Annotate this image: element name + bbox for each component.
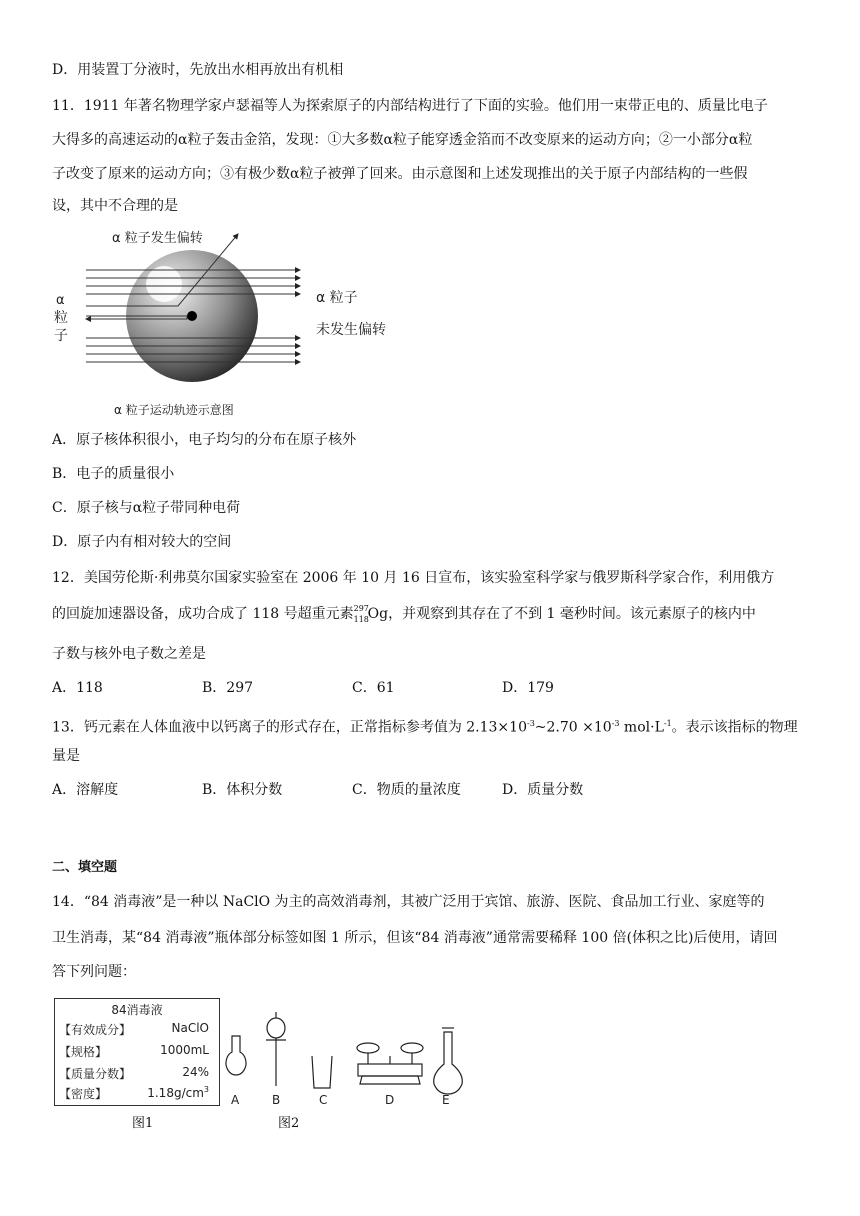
q14-stem-line2: 卫生消毒，某“84 消毒液”瓶体部分标签如图 1 所示，但该“84 消毒液”通常需要稀释 100 倍(体积之比)后使用，请回 — [52, 930, 778, 946]
q13-option-d: D．质量分数 — [502, 782, 584, 798]
q12-stem-line1: 12．美国劳伦斯·利弗莫尔国家实验室在 2006 年 10 月 16 日宣布，该实验室科学家与俄罗斯科学家合作，利用俄方 — [52, 570, 775, 586]
label-alpha-right: α 粒子 — [316, 290, 358, 306]
label-alpha-left-1: α — [56, 293, 65, 308]
label-no-deflect: 未发生偏转 — [316, 322, 386, 338]
apparatus-label: C — [319, 1093, 328, 1107]
q12-option-c: C．61 — [352, 680, 395, 696]
q14-stem-line1: 14．“84 消毒液”是一种以 NaClO 为主的高效消毒剂，其被广泛用于宾馆、旅游、医院、食品加工行业、家庭等的 — [52, 894, 765, 910]
label-value: NaClO — [171, 1021, 209, 1035]
volumetric-flask-icon — [434, 1032, 463, 1094]
highlight-spot — [146, 266, 182, 302]
q14-stem-line3: 答下列问题： — [52, 964, 136, 980]
q11-option-c: C．原子核与α粒子带同种电荷 — [52, 500, 241, 516]
round-flask-icon — [226, 1036, 246, 1075]
q10-option-d: D．用装置丁分液时，先放出水相再放出有机相 — [52, 62, 344, 78]
q13-option-b: B．体积分数 — [202, 782, 283, 798]
q11-stem-line3: 子改变了原来的运动方向；③有极少数α粒子被弹了回来。由示意图和上述发现推出的关于原子内部结构的一些假 — [52, 166, 748, 182]
section-heading: 二、填空题 — [52, 860, 118, 875]
label-value: 24% — [182, 1065, 209, 1079]
nucleus-dot — [187, 311, 197, 321]
apparatus-label: A — [231, 1093, 240, 1107]
label-key: 【有效成分】 — [59, 1023, 132, 1037]
balance-icon — [357, 1043, 423, 1084]
disinfectant-label-box — [54, 998, 220, 1106]
q12-stem-line2: 的回旋加速器设备，成功合成了 118 号超重元素 297 118 Og，并观察到其存在了不到 1 毫秒时间。该元素原子的核内中 — [52, 604, 756, 624]
q12-option-b: B．297 — [202, 680, 254, 696]
q11-stem-line1: 11．1911 年著名物理学家卢瑟福等人为探索原子的内部结构进行了下面的实验。他们用一束带正电的、质量比电子 — [52, 98, 768, 114]
nuclide-notation: 297 118 — [353, 604, 369, 624]
label-alpha-left-2: 粒 — [54, 310, 68, 326]
apparatus-label: D — [385, 1093, 395, 1107]
q13-stem-line1: 13．钙元素在人体血液中以钙离子的形式存在，正常指标参考值为 $2.13\times 10^{-3}\sim 2.70 \times 10^{-3}$ $mol\cdot L^{-1}$。表示该指标的物理 — [52, 719, 798, 736]
label-deflect: α 粒子发生偏转 — [112, 231, 203, 246]
apparatus-figure — [222, 1004, 472, 1110]
q12-option-d: D．179 — [502, 680, 554, 696]
q12-option-a: A．118 — [52, 680, 103, 696]
figure-caption: α 粒子运动轨迹示意图 — [114, 403, 234, 417]
q13-option-a: A．溶解度 — [52, 782, 119, 798]
rutherford-figure — [50, 222, 410, 422]
q12-stem-line3: 子数与核外电子数之差是 — [52, 646, 206, 662]
label-title: 84消毒液 — [111, 1003, 163, 1017]
label-value: $1.18g/cm^3$ — [147, 1085, 209, 1100]
q13-option-c: C．物质的量浓度 — [352, 782, 461, 798]
label-key: 【规格】 — [59, 1045, 108, 1059]
label-key: 【密度】 — [59, 1087, 108, 1101]
apparatus-label: B — [272, 1093, 281, 1107]
q11-stem-line2: 大得多的高速运动的α粒子轰击金箔，发现：①大多数α粒子能穿透金箔而不改变原来的运动方向；②一小部分α粒 — [52, 132, 753, 148]
separatory-funnel-icon — [266, 1012, 286, 1086]
q11-option-a: A．原子核体积很小，电子均匀的分布在原子核外 — [52, 432, 357, 448]
beaker-icon — [312, 1056, 332, 1088]
q11-option-b: B．电子的质量很小 — [52, 466, 175, 482]
label-alpha-left-3: 子 — [54, 328, 68, 344]
q13-stem-line2: 量是 — [52, 748, 80, 764]
apparatus-label: E — [442, 1093, 450, 1107]
label-value: 1000mL — [160, 1043, 209, 1057]
q11-stem-line4: 设，其中不合理的是 — [52, 198, 178, 214]
q11-option-d: D．原子内有相对较大的空间 — [52, 534, 232, 550]
figure-1-caption: 图1 — [132, 1116, 154, 1131]
figure-2-caption: 图2 — [278, 1116, 300, 1131]
label-key: 【质量分数】 — [59, 1067, 132, 1081]
